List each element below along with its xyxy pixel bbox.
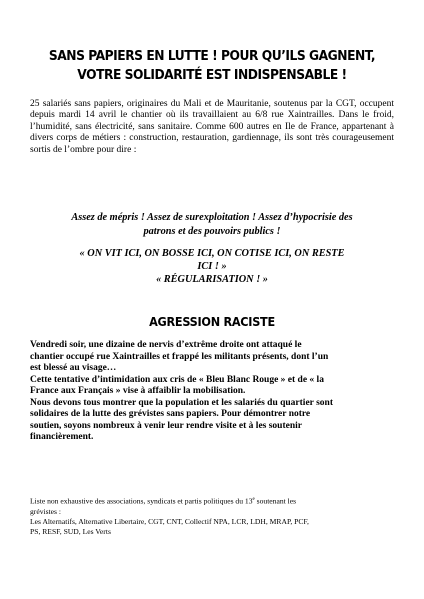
supporters-intro-text-end: soutenant les (254, 496, 297, 506)
slogan-assez (40, 211, 384, 239)
title-line-2: VOTRE SOLIDARITÉ EST INDISPENSABLE ! (77, 68, 347, 83)
section-heading-agression: AGRESSION RACISTE (149, 314, 275, 329)
slogan-assez-line-1: Assez de mépris ! Assez de surexploitation ! Assez d’hypocrisie des (71, 212, 353, 223)
agression-line: solidaires de la lutte des grévistes sans papiers. Pour démontrer notre (30, 409, 311, 419)
agression-paragraph (30, 340, 396, 444)
agression-line: soutien, soyons nombreux à venir leur rendre visite et à les soutenir (30, 420, 302, 431)
supporters-names-continued: PS, RESF, SUD, Les Verts (30, 526, 111, 536)
intro-line: restauration, gardiennage, ils sont très courageusement sortis de l’ombre pour (30, 133, 394, 155)
agression-line: financièrement. (30, 432, 94, 442)
intro-line: CGT, occupent depuis mardi 14 avril le chantier où ils travaillaient au 6/8 rue (30, 99, 394, 121)
title-line-1: SANS PAPIERS EN LUTTE ! POUR QU’ILS GAGNENT, (48, 49, 376, 64)
supporters-list (30, 495, 360, 537)
intro-line: 25 salariés sans papiers, originaires du Mali et de Mauritanie, soutenus par la (30, 99, 336, 109)
intro-paragraph (30, 99, 394, 156)
slogan-regularisation: « RÉGULARISATION ! » (156, 274, 268, 285)
intro-line: Xaintrailles. Dans le froid, l’humidité, sans électricité, sans sanitaire. Comme (30, 110, 394, 132)
supporters-intro-continued: grévistes : (30, 506, 62, 516)
agression-line: Vendredi soir, une dizaine de nervis d’extrême droite ont attaqué le (30, 340, 302, 350)
agression-line: France aux Français » vise à affaiblir la mobilisation. (30, 386, 246, 396)
supporters-intro (30, 495, 360, 507)
supporters-intro-text: Liste non exhaustive des associations, syndicats et partis politiques du 13 (30, 496, 253, 506)
agression-line: Nous devons tous montrer que la population et les salariés du quartier sont (30, 397, 333, 408)
agression-line: Cette tentative d’intimidation aux cris de « Bleu Blanc Rouge » et de « la (30, 374, 324, 385)
intro-line: 600 autres en Ile de France, appartenant à divers corps de métiers : construction, (30, 121, 394, 144)
ordinal-superscript: e (252, 497, 255, 502)
leaflet-title (33, 47, 390, 85)
supporters-names: Les Alternatifs, Alternative Libertaire, CGT, CNT, Collectif NPA, LCR, LDH, MRAP, PCF, (30, 516, 309, 526)
slogan-on-vit-ici (40, 247, 384, 286)
slogan-on-vit-ici-line-2: ICI ! » (197, 261, 227, 272)
agression-line: est blessé au visage… (30, 363, 117, 373)
agression-line: chantier occupé rue Xaintrailles et frappé les militants présents, dont l’un (30, 351, 329, 362)
slogan-assez-line-2: patrons et des pouvoirs publics ! (143, 226, 281, 237)
slogan-on-vit-ici-line-1: « ON VIT ICI, ON BOSSE ICI, ON COTISE ICI, ON RESTE (79, 248, 345, 259)
intro-line: dire : (116, 144, 137, 155)
